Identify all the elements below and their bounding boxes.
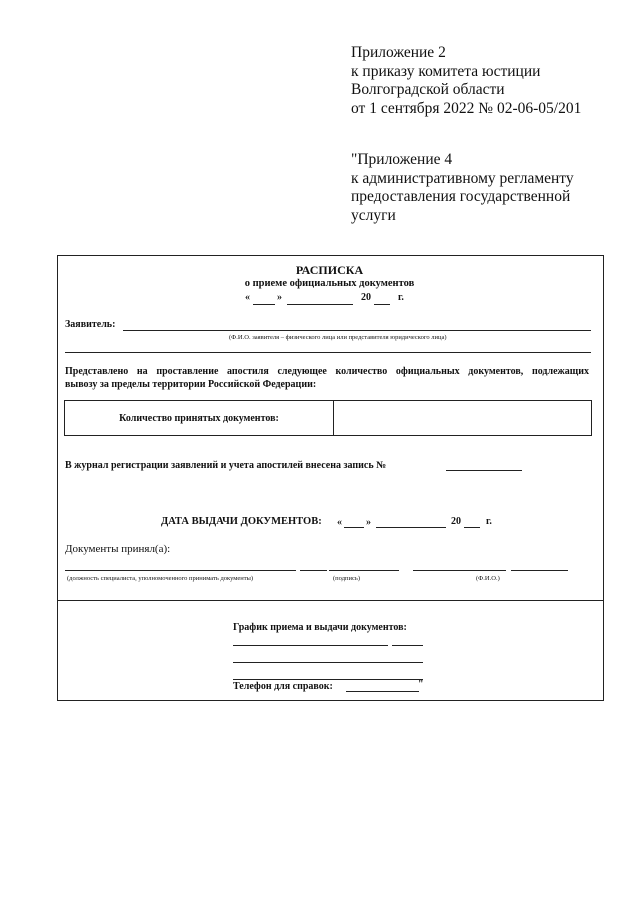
receipt-title: РАСПИСКА [295, 263, 364, 277]
position-field-extension[interactable] [300, 570, 327, 571]
name-field-extension[interactable] [511, 570, 568, 571]
accepted-by-label: Документы принял(а): [65, 543, 171, 555]
appendix-2-line: Приложение 2 [351, 44, 446, 61]
position-field[interactable] [65, 570, 296, 571]
accepted-count-table [64, 400, 592, 436]
section-divider [57, 600, 603, 601]
signature-field[interactable] [329, 570, 399, 571]
receipt-frame [57, 255, 604, 701]
issue-date-close-quote: » [366, 517, 371, 528]
issue-month-blank[interactable] [376, 527, 446, 528]
applicant-field[interactable] [123, 330, 591, 331]
date-close-quote: » [277, 292, 282, 303]
order-reference-line: к приказу комитета юстиции [351, 62, 541, 80]
presented-text-line-1: Представлено на проставление апостиля следующее количество официальных документов, подлежащих [65, 366, 589, 377]
date-open-quote: « [245, 292, 250, 303]
region-line: Волгоградской области [351, 81, 505, 98]
issue-year-suffix: г. [486, 516, 492, 527]
regulation-line: к административному регламенту [351, 169, 574, 187]
month-blank[interactable] [287, 304, 353, 305]
receipt-subtitle: о приеме официальных документов [244, 278, 415, 289]
issue-day-blank[interactable] [344, 527, 364, 528]
issue-year-blank[interactable] [464, 527, 480, 528]
receipt-frame-top-border [57, 255, 604, 256]
schedule-line-3[interactable] [233, 679, 423, 680]
date-year-prefix: 20 [361, 292, 371, 303]
journal-number-blank[interactable] [446, 470, 522, 471]
schedule-label: График приема и выдачи документов: [233, 622, 407, 633]
signature-hint: (подпись) [333, 575, 360, 582]
order-appendix-header [351, 44, 581, 118]
schedule-line-1-extension[interactable] [392, 645, 423, 646]
phone-closing-quote: " [418, 679, 424, 690]
appendix-4-line: "Приложение 4 [351, 151, 453, 168]
issue-date-open-quote: « [337, 517, 342, 528]
applicant-label: Заявитель: [65, 319, 116, 330]
day-blank[interactable] [253, 304, 275, 305]
position-hint: (должность специалиста, уполномоченного принимать документы) [67, 575, 254, 582]
service-line: предоставления государственной [351, 188, 571, 205]
journal-entry-text: В журнал регистрации заявлений и учета апостилей внесена запись № [65, 460, 387, 471]
schedule-line-1[interactable] [233, 645, 388, 646]
date-year-suffix: г. [398, 292, 404, 303]
accepted-count-cell[interactable] [333, 401, 592, 435]
name-hint: (Ф.И.О.) [476, 575, 500, 582]
regulation-appendix-header [351, 151, 574, 225]
applicant-hint: (Ф.И.О. заявителя – физического лица или представителя юридического лица) [229, 334, 447, 341]
schedule-line-2[interactable] [233, 662, 423, 663]
year-blank[interactable] [374, 304, 390, 305]
issue-date-label: ДАТА ВЫДАЧИ ДОКУМЕНТОВ: [161, 516, 322, 527]
order-date-number-line: от 1 сентября 2022 № 02-06-05/201 [351, 99, 582, 117]
presented-text-line-2: вывозу за пределы территории Российской Федерации: [65, 379, 317, 390]
service-line-end: услуги [351, 206, 396, 224]
issue-year-prefix: 20 [451, 516, 461, 527]
accepted-count-label: Количество принятых документов: [119, 413, 279, 424]
applicant-field-line-2[interactable] [65, 352, 591, 353]
phone-label: Телефон для справок: [233, 681, 333, 692]
name-field[interactable] [413, 570, 506, 571]
phone-field[interactable] [346, 691, 419, 692]
